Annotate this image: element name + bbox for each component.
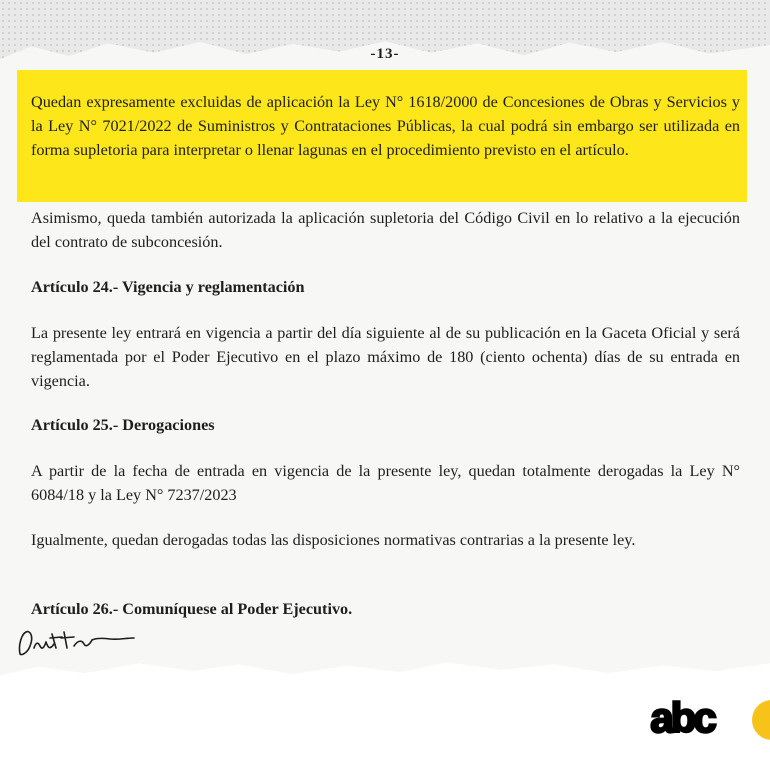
asimismo-paragraph: Asimismo, queda también autorizada la aplicación supletoria del Código Civil en lo relativo a la ejecución del contrato de subconcesión. [31,209,740,251]
abc-logo [626,700,738,738]
abc-logo-text: abc [650,700,714,738]
article-24-heading: Artículo 24.- Vigencia y reglamentación [31,278,305,296]
article-24-body: La presente ley entrará en vigencia a partir del día siguiente al de su publicación en la Gaceta Oficial y será reglamentada por el Poder Ejecutivo en el plazo máximo de 180 (ciento ochenta) días de su entrada en vigencia. [31,324,740,390]
igualmente-paragraph: Igualmente, quedan derogadas todas las disposiciones normativas contrarias a la presente ley. [31,531,636,549]
article-25-heading: Artículo 25.- Derogaciones [31,416,215,434]
highlighted-paragraph: Quedan expresamente excluidas de aplicación la Ley N° 1618/2000 de Concesiones de Obras y Servicios y la Ley N° 7021/2022 de Suministros y Contrataciones Públicas, la cual podrá sin embargo ser utilizada en forma supletoria para interpretar o llenar lagunas en el procedimiento previsto en el artículo. [31,93,740,159]
article-26-heading: Artículo 26.- Comuníquese al Poder Ejecutivo. [31,600,353,618]
article-25-body: A partir de la fecha de entrada en vigencia de la presente ley, quedan totalmente derogadas la Ley N° 6084/18 y la Ley N° 7237/2023 [31,462,740,504]
page-number: -13- [370,46,400,62]
signature-scribble [12,626,142,660]
